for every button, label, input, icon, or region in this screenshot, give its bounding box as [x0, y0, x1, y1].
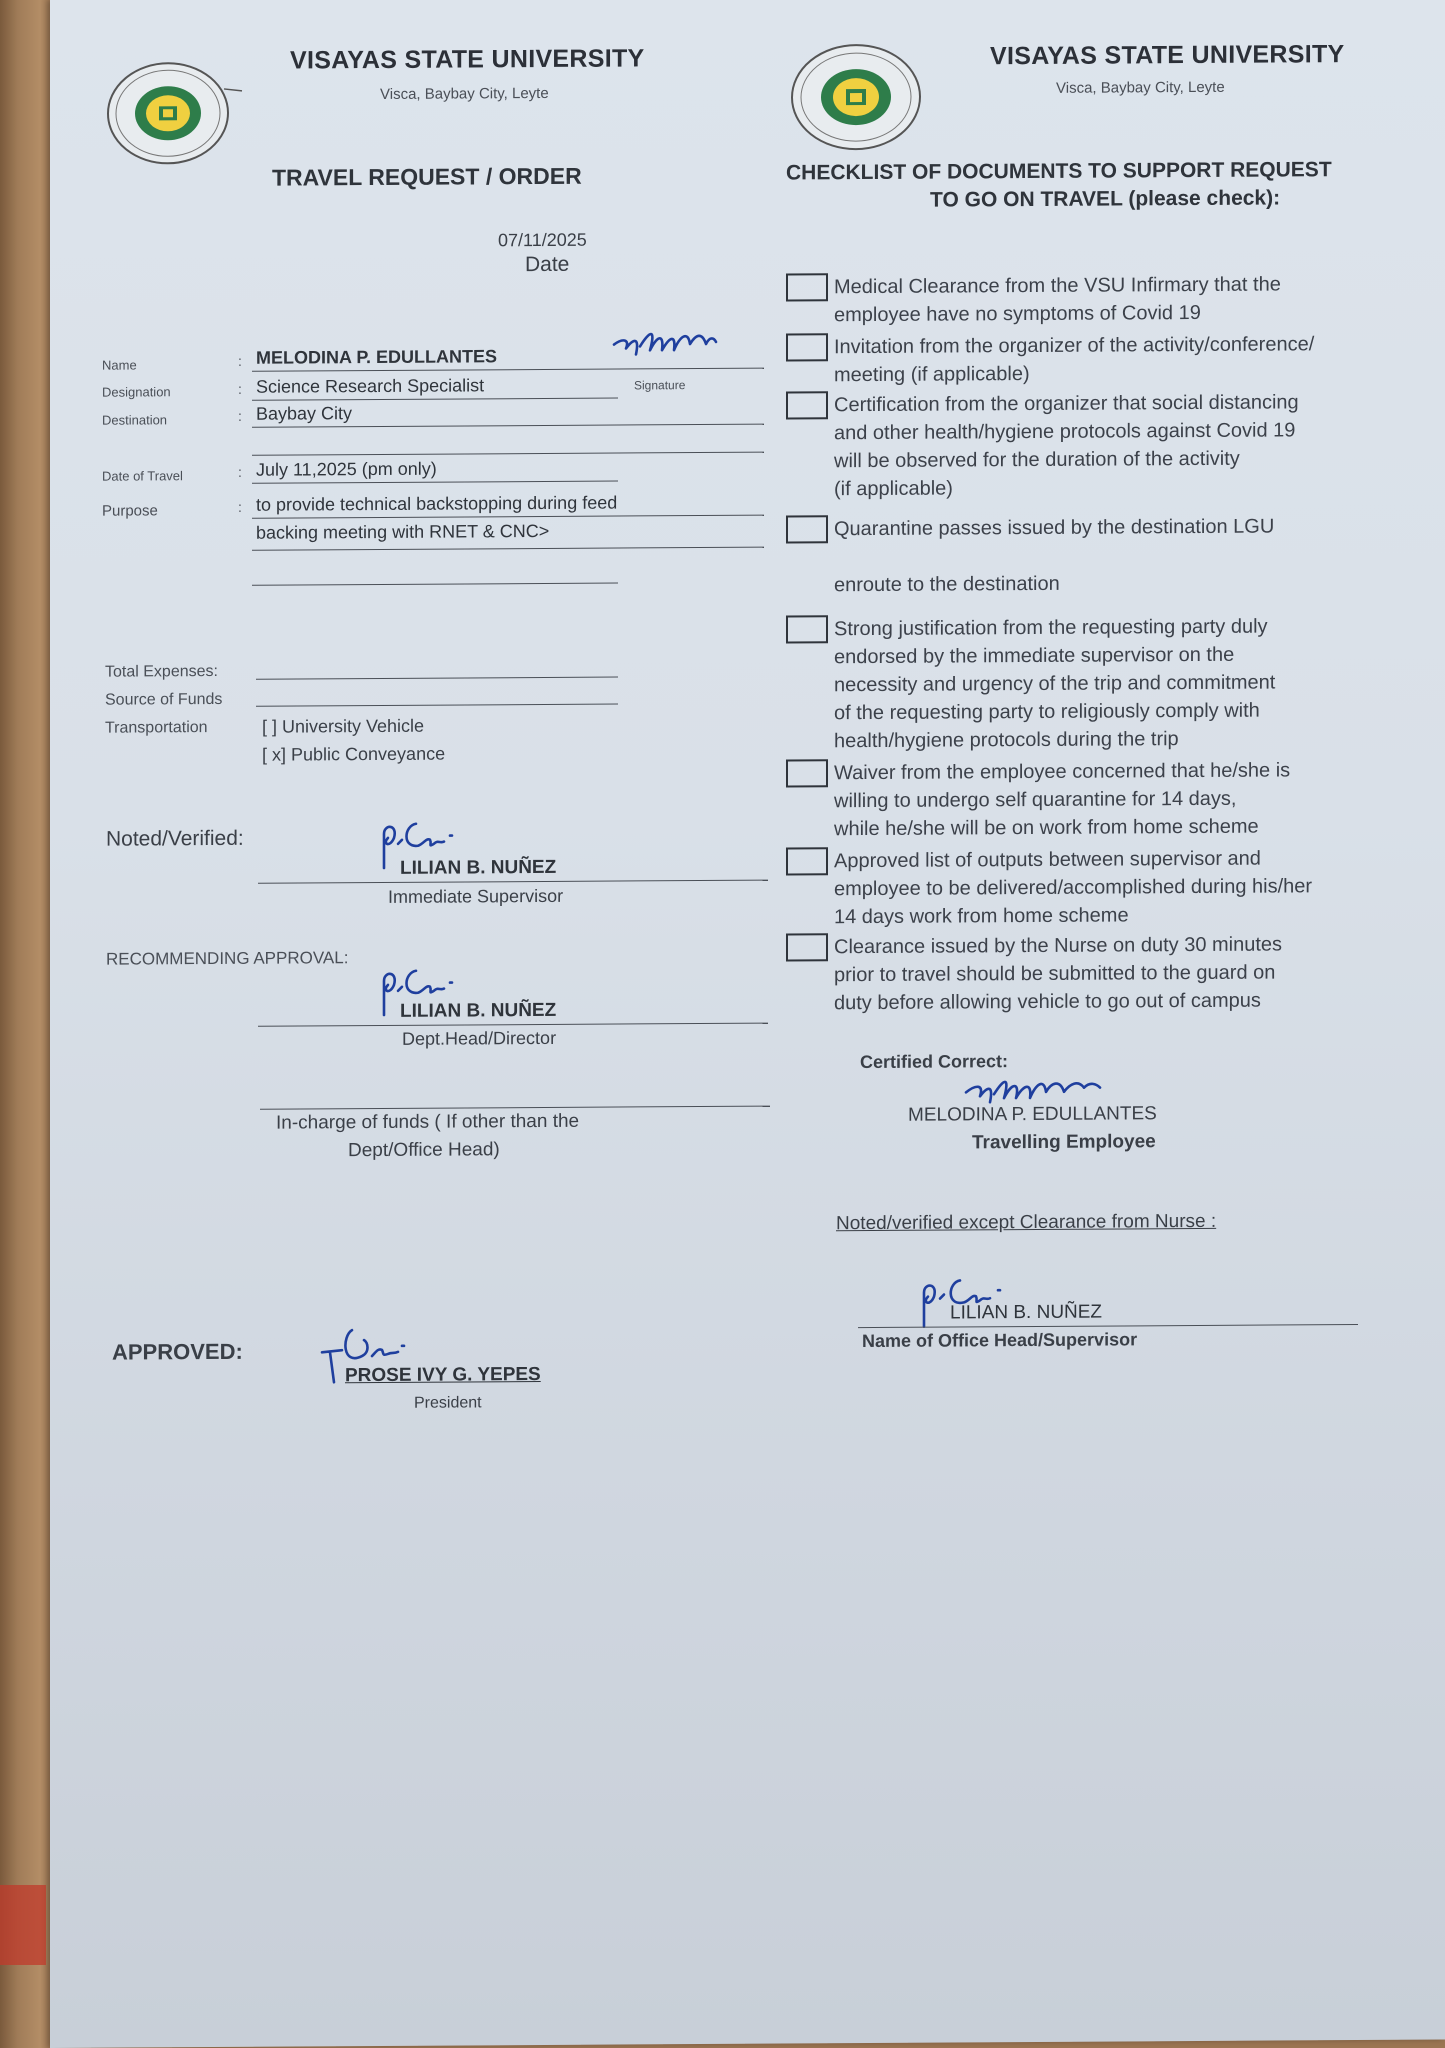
checklist-checkbox[interactable]: [786, 759, 828, 787]
date-travel-label: Date of Travel: [102, 468, 183, 484]
checklist-checkbox[interactable]: [786, 273, 828, 301]
colon: :: [238, 498, 242, 515]
university-name: VISAYAS STATE UNIVERSITY: [290, 44, 645, 75]
checklist-item-text: meeting (if applicable): [834, 363, 1030, 387]
funds-charge-label-2: Dept/Office Head): [348, 1139, 500, 1162]
head-title: Dept.Head/Director: [402, 1027, 557, 1049]
purpose-label: Purpose: [102, 502, 158, 520]
checklist-item-text: while he/she will be on work from home scheme: [834, 815, 1259, 841]
transport-option-public: [ x] Public Conveyance: [262, 743, 446, 765]
transport-option-university: [ ] University Vehicle: [262, 715, 425, 737]
employee-signature: [610, 324, 720, 369]
destination-label: Destination: [102, 412, 168, 428]
checklist-item-text: Certification from the organizer that social distancing: [834, 391, 1299, 417]
supervisor-line: [258, 880, 768, 884]
signature-label: Signature: [634, 378, 686, 393]
designation-line: [252, 398, 618, 401]
supervisor-name: LILIAN B. NUÑEZ: [400, 856, 557, 879]
recommending-approval-label: RECOMMENDING APPROVAL:: [106, 948, 349, 969]
office-head-signature: [910, 1256, 1040, 1337]
red-corner-mark: [0, 1885, 46, 1965]
destination-value: Baybay City: [256, 403, 353, 424]
checklist-checkbox[interactable]: [786, 391, 828, 419]
university-seal-left: [106, 59, 244, 168]
date-label: Date: [525, 252, 570, 277]
checklist-item-text: of the requesting party to religiously comply with: [834, 699, 1260, 725]
checklist-checkbox[interactable]: [786, 933, 828, 961]
designation-label: Designation: [102, 384, 171, 400]
checklist-item-text: enroute to the destination: [834, 572, 1060, 597]
name-value: MELODINA P. EDULLANTES: [256, 346, 498, 368]
funds-charge-line: [260, 1106, 770, 1110]
checklist-item-text: Medical Clearance from the VSU Infirmary that the: [834, 273, 1281, 299]
checklist-checkbox[interactable]: [786, 333, 828, 361]
supervisor-title: Immediate Supervisor: [388, 885, 564, 907]
travelling-employee-name: MELODINA P. EDULLANTES: [908, 1103, 1157, 1126]
name-label: Name: [102, 357, 137, 373]
purpose-line-2: backing meeting with RNET & CNC>: [256, 520, 550, 543]
purpose-line-1: to provide technical backstopping during feed: [256, 492, 618, 515]
approved-label: APPROVED:: [112, 1338, 243, 1365]
checklist-item-text: duty before allowing vehicle to go out of campus: [834, 989, 1261, 1015]
checklist-item-text: willing to undergo self quarantine for 14 days,: [834, 787, 1237, 813]
document-page: [50, 0, 1445, 2048]
date-travel-line: [252, 481, 618, 484]
checklist-item-text: employee to be delivered/accomplished during his/her: [834, 875, 1313, 901]
checklist-item-text: health/hygiene protocols during the trip: [834, 728, 1179, 753]
checklist-item-text: Clearance issued by the Nurse on duty 30 minutes: [834, 933, 1283, 959]
checklist-item-text: necessity and urgency of the trip and commitment: [834, 671, 1276, 697]
checklist-checkbox[interactable]: [786, 515, 828, 543]
president-title: President: [414, 1394, 482, 1412]
checklist-checkbox[interactable]: [786, 615, 828, 643]
checklist-item-text: Strong justification from the requesting party duly: [834, 615, 1268, 641]
colon: :: [238, 352, 242, 369]
president-name: PROSE IVY G. YEPES: [345, 1364, 541, 1387]
designation-value: Science Research Specialist: [256, 375, 485, 397]
head-line: [258, 1023, 768, 1027]
university-address-right: Visca, Baybay City, Leyte: [1056, 78, 1225, 97]
checklist-item-text: Invitation from the organizer of the activity/conference/: [834, 333, 1315, 359]
checklist-item-text: Approved list of outputs between supervisor and: [834, 847, 1261, 873]
certified-correct-label: Certified Correct:: [860, 1051, 1009, 1073]
checklist-item-text: 14 days work from home scheme: [834, 904, 1129, 929]
nurse-clearance-note: Noted/verified except Clearance from Nurse :: [836, 1210, 1217, 1235]
purpose-underline-3: [252, 583, 618, 586]
office-head-title: Name of Office Head/Supervisor: [862, 1329, 1138, 1352]
expenses-label: Total Expenses:: [105, 662, 218, 681]
university-seal-right: [788, 41, 926, 154]
university-address: Visca, Baybay City, Leyte: [380, 84, 549, 103]
checklist-item-text: Waiver from the employee concerned that he/she is: [834, 759, 1291, 785]
noted-verified-label: Noted/Verified:: [106, 826, 244, 851]
date-value: 07/11/2025: [498, 229, 587, 251]
transport-label: Transportation: [105, 719, 208, 737]
travelling-employee-title: Travelling Employee: [972, 1131, 1156, 1154]
purpose-underline-2: [252, 547, 764, 551]
checklist-item-text: employee have no symptoms of Covid 19: [834, 301, 1201, 327]
checklist-item-text: (if applicable): [834, 477, 953, 501]
checklist-item-text: Quarantine passes issued by the destination LGU: [834, 515, 1275, 541]
funds-label: Source of Funds: [105, 690, 223, 709]
destination-line-2: [252, 452, 764, 456]
colon: :: [238, 407, 242, 424]
head-name: LILIAN B. NUÑEZ: [400, 999, 557, 1022]
checklist-item-text: and other health/hygiene protocols against Covid 19: [834, 419, 1296, 445]
checklist-item-text: prior to travel should be submitted to the guard on: [834, 961, 1276, 987]
funds-line: [256, 704, 618, 707]
form-title: TRAVEL REQUEST / ORDER: [272, 162, 582, 191]
funds-charge-label-1: In-charge of funds ( If other than the: [276, 1110, 580, 1134]
office-head-name: LILIAN B. NUÑEZ: [950, 1301, 1103, 1324]
colon: :: [238, 463, 242, 480]
colon: :: [238, 380, 242, 397]
checklist-item-text: endorsed by the immediate supervisor on the: [834, 643, 1235, 669]
university-name-right: VISAYAS STATE UNIVERSITY: [990, 40, 1345, 71]
checklist-checkbox[interactable]: [786, 847, 828, 875]
expenses-line: [256, 677, 618, 680]
checklist-title-2: TO GO ON TRAVEL (please check):: [930, 186, 1281, 212]
checklist-title-1: CHECKLIST OF DOCUMENTS TO SUPPORT REQUEST: [786, 158, 1332, 185]
checklist-item-text: will be observed for the duration of the activity: [834, 447, 1240, 473]
date-travel-value: July 11,2025 (pm only): [256, 458, 437, 480]
